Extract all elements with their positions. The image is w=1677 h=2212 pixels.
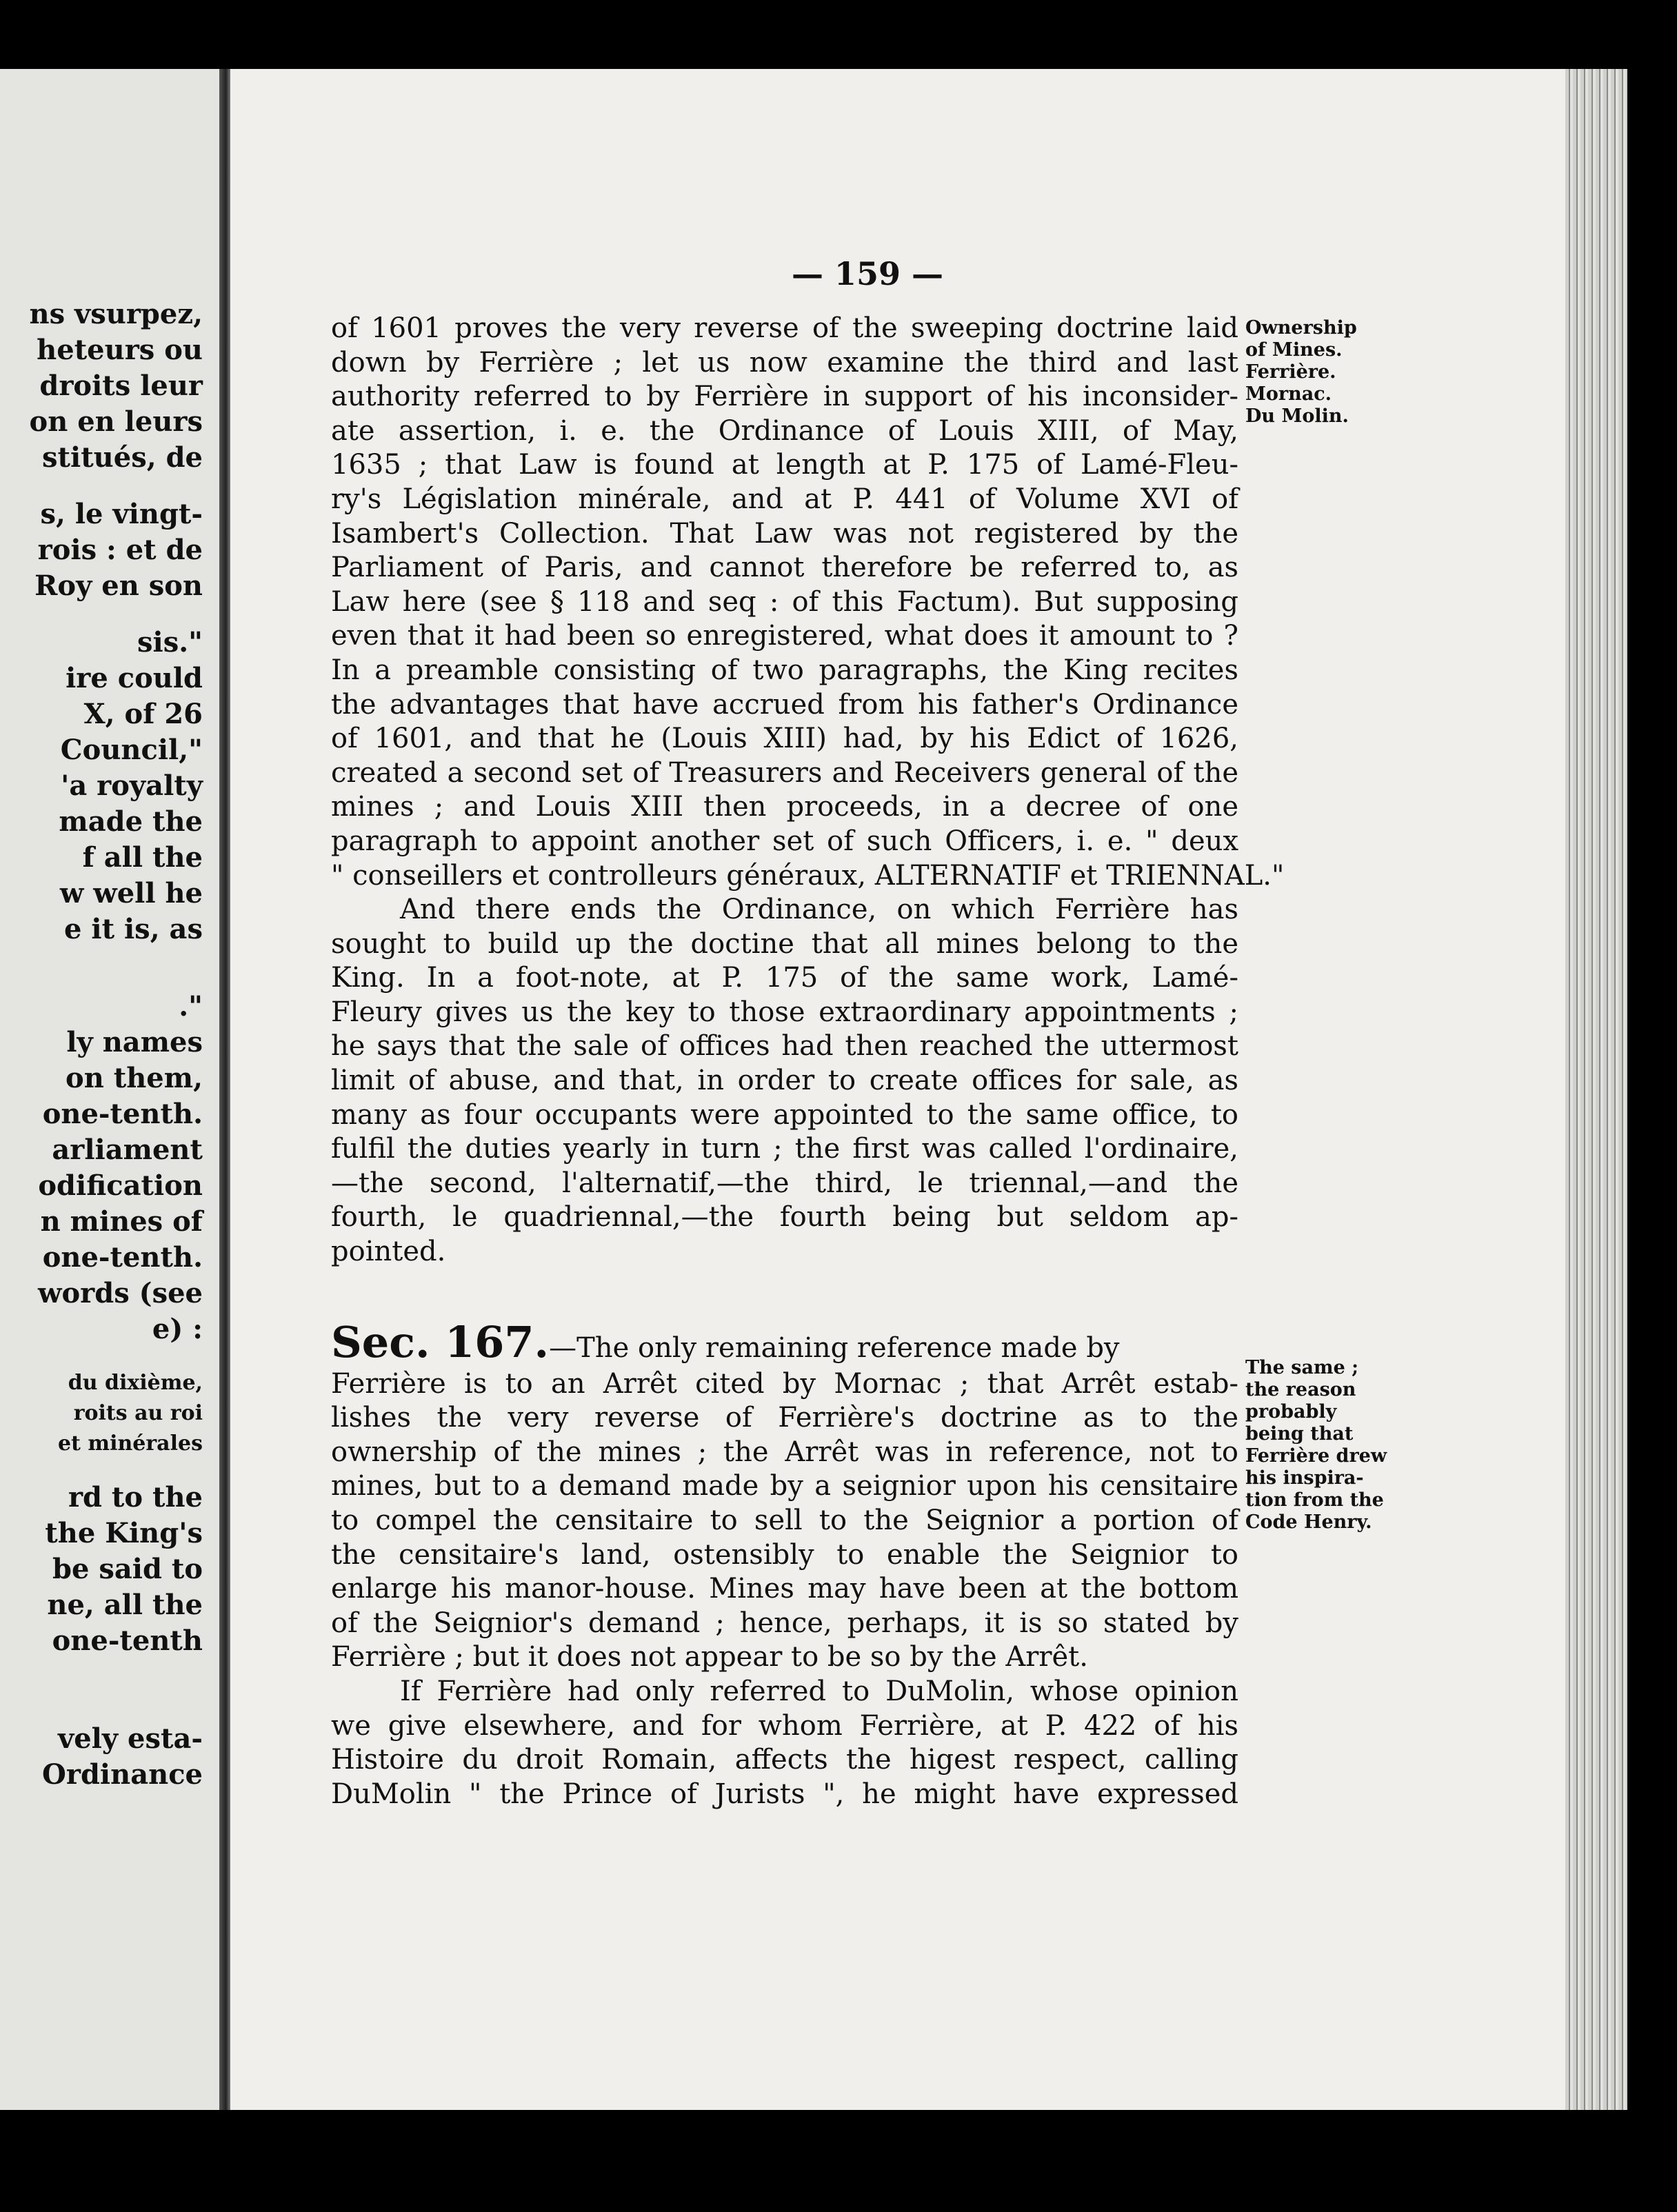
facing-page-line: rois : et de — [37, 534, 203, 566]
facing-page-line: e it is, as — [64, 913, 203, 945]
margin-note-ownership — [1245, 317, 1357, 428]
facing-page-line: one-tenth. — [42, 1241, 203, 1274]
text-line: of 1601 proves the very reverse of the sweeping doctrine laid — [331, 312, 1238, 344]
main-text — [331, 312, 1285, 1811]
text-line: King. In a foot-note, at P. 175 of the same work, Lamé- — [331, 962, 1238, 994]
facing-page-line: stitués, de — [42, 441, 203, 474]
facing-page-line: odification — [38, 1169, 203, 1202]
text-line: lishes the very reverse of Ferrière's doctrine as to the — [331, 1402, 1238, 1434]
facing-page-line: Roy en son — [34, 570, 203, 602]
facing-page — [0, 69, 219, 2110]
facing-page-line: droits leur — [39, 370, 203, 402]
text-line: Isambert's Collection. That Law was not registered by the — [331, 517, 1238, 550]
text-line: Parliament of Paris, and cannot therefore be referred to, as — [331, 552, 1238, 584]
margin-note-line: of Mines. — [1245, 339, 1343, 361]
facing-page-line: du dixième, — [68, 1371, 203, 1395]
text-line: authority referred to by Ferrière in support of his inconsider- — [331, 381, 1238, 413]
text-line: many as four occupants were appointed to the same office, to — [331, 1098, 1238, 1131]
facing-page-line: X, of 26 — [83, 698, 203, 730]
section-first-line — [331, 1318, 1238, 1367]
facing-page-line: made the — [59, 805, 203, 838]
paragraph — [331, 893, 1238, 1269]
text-line: of the Seignior's demand ; hence, perhaps, it is so stated by — [331, 1607, 1238, 1639]
text-line: Law here (see § 118 and seq : of this Factum). But supposing — [331, 585, 1238, 618]
text-line: Histoire du droit Romain, affects the higest respect, calling — [331, 1744, 1238, 1776]
text-line: fourth, le quadriennal,—the fourth being but seldom ap- — [331, 1201, 1238, 1234]
text-line: the advantages that have accrued from his father's Ordinance — [331, 688, 1238, 721]
margin-note-line: tion from the — [1245, 1489, 1384, 1511]
section-167 — [331, 1318, 1238, 1675]
text-line: ownership of the mines ; the Arrêt was in reference, not to — [331, 1436, 1238, 1468]
facing-page-line — [0, 947, 203, 968]
facing-page-line: s, le vingt- — [40, 498, 203, 530]
text-line: paragraph to appoint another set of such Officers, i. e. " deux — [331, 825, 1238, 857]
margin-note-line: his inspira- — [1245, 1467, 1364, 1489]
facing-page-line: sis." — [137, 626, 203, 658]
facing-page-line: ne, all the — [47, 1589, 203, 1621]
facing-page-line: one-tenth. — [42, 1098, 203, 1130]
text-line: we give elsewhere, and for whom Ferrière, at P. 422 of his — [331, 1709, 1238, 1742]
text-line: " conseillers et controlleurs généraux, ALTERNATIF et TRIENNAL." — [331, 859, 1285, 892]
paragraph — [331, 312, 1285, 893]
facing-page-line: ly names — [66, 1026, 203, 1058]
margin-note-line: probably — [1245, 1401, 1337, 1422]
paragraph — [331, 1675, 1238, 1811]
page-number: — 159 — — [792, 255, 944, 292]
text-line: If Ferrière had only referred to DuMolin, whose opinion — [400, 1675, 1238, 1707]
margin-note-line: Code Henry. — [1245, 1511, 1372, 1533]
text-line: fulfil the duties yearly in turn ; the first was called l'ordinaire, — [331, 1133, 1238, 1165]
facing-page-line: Ordinance — [42, 1758, 203, 1791]
margin-note-line: Mornac. — [1245, 383, 1332, 405]
facing-page-line — [0, 1347, 203, 1368]
facing-page-line: rd to the — [68, 1481, 203, 1514]
facing-page-line: words (see — [38, 1277, 203, 1309]
text-line: limit of abuse, and that, in order to create offices for sale, as — [331, 1065, 1238, 1097]
facing-page-line: et minérales — [57, 1431, 203, 1456]
text-line: of 1601, and that he (Louis XIII) had, by his Edict of 1626, — [331, 723, 1238, 755]
facing-page-line: ." — [179, 990, 203, 1023]
facing-page-line — [0, 1659, 203, 1680]
facing-page-line: on them, — [66, 1062, 203, 1094]
text-line: In a preamble consisting of two paragraphs, the King recites — [331, 654, 1238, 686]
text-line: DuMolin " the Prince of Jurists ", he might have expressed — [331, 1778, 1238, 1810]
text-line: down by Ferrière ; let us now examine the third and last — [331, 346, 1238, 379]
text-line: to compel the censitaire to sell to the Seignior a portion of — [331, 1505, 1238, 1536]
text-line: Ferrière ; but it does not appear to be so by the Arrêt. — [331, 1641, 1088, 1673]
text-line: created a second set of Treasurers and Receivers general of the — [331, 756, 1238, 789]
facing-page-line — [0, 604, 203, 625]
facing-page-line — [0, 968, 203, 989]
margin-note-line: Ferrière. — [1245, 361, 1336, 383]
text-line: ry's Législation minérale, and at P. 441 of Volume XVI of — [331, 483, 1238, 515]
facing-page-line: arliament — [52, 1134, 203, 1166]
text-line: ate assertion, i. e. the Ordinance of Louis XIII, of May, — [331, 414, 1238, 447]
facing-page-line — [0, 1680, 203, 1700]
margin-note-line: the reason — [1245, 1379, 1356, 1400]
facing-page-text — [0, 296, 203, 1793]
text-line: mines, but to a demand made by a seignior upon his censitaire — [331, 1470, 1238, 1502]
facing-page-line: ns vsurpez, — [29, 298, 203, 330]
facing-page-line — [0, 1459, 203, 1480]
margin-note-same — [1245, 1357, 1387, 1534]
text-line: enlarge his manor-house. Mines may have been at the bottom — [331, 1573, 1238, 1605]
margin-note-line: Ferrière drew — [1245, 1445, 1387, 1467]
text-line: pointed. — [331, 1236, 446, 1268]
facing-page-line: e) : — [152, 1313, 203, 1345]
text-line: Ferrière is to an Arrêt cited by Mornac ; that Arrêt estab- — [331, 1367, 1238, 1400]
text-line: mines ; and Louis XIII then proceeds, in a decree of one — [331, 791, 1238, 823]
facing-page-line: 'a royalty — [61, 770, 203, 802]
facing-page-line: w well he — [59, 877, 203, 909]
section-heading: Sec. 167. — [331, 1316, 550, 1367]
margin-note-line: Du Molin. — [1245, 405, 1349, 427]
facing-page-line — [0, 476, 203, 496]
facing-page-line: be said to — [52, 1553, 203, 1585]
facing-page-line: roits au roi — [73, 1401, 203, 1425]
facing-page-line — [0, 1700, 203, 1721]
facing-page-line: one-tenth — [52, 1625, 203, 1657]
text-line: the censitaire's land, ostensibly to enable the Seignior to — [331, 1538, 1238, 1571]
text-line: 1635 ; that Law is found at length at P. 175 of Lamé-Fleu- — [331, 449, 1238, 481]
text-line: he says that the sale of offices had then reached the uttermost — [331, 1030, 1238, 1063]
facing-page-line: ire could — [66, 662, 203, 694]
section-first-text: —The only remaining reference made by — [549, 1331, 1120, 1364]
page-edges — [1565, 69, 1627, 2110]
margin-note-line: being that — [1245, 1423, 1354, 1445]
facing-page-line: the King's — [45, 1517, 203, 1549]
facing-page-line: heteurs ou — [37, 334, 203, 366]
text-line: sought to build up the doctine that all mines belong to the — [331, 927, 1238, 960]
text-line: Fleury gives us the key to those extraordinary appointments ; — [331, 996, 1238, 1028]
margin-note-line: Ownership — [1245, 317, 1357, 339]
facing-page-line: vely esta- — [57, 1722, 203, 1755]
text-line: even that it had been so enregistered, what does it amount to ? — [331, 620, 1238, 652]
text-line: And there ends the Ordinance, on which Ferrière has — [400, 894, 1238, 926]
margin-note-line: The same ; — [1245, 1357, 1359, 1378]
facing-page-line: Council," — [60, 734, 203, 766]
facing-page-line: f all the — [82, 841, 203, 874]
facing-page-line: on en leurs — [29, 405, 203, 438]
text-line: —the second, l'alternatif,—the third, le triennal,—and the — [331, 1167, 1238, 1199]
book-gutter — [219, 69, 230, 2110]
facing-page-line: n mines of — [40, 1205, 203, 1238]
